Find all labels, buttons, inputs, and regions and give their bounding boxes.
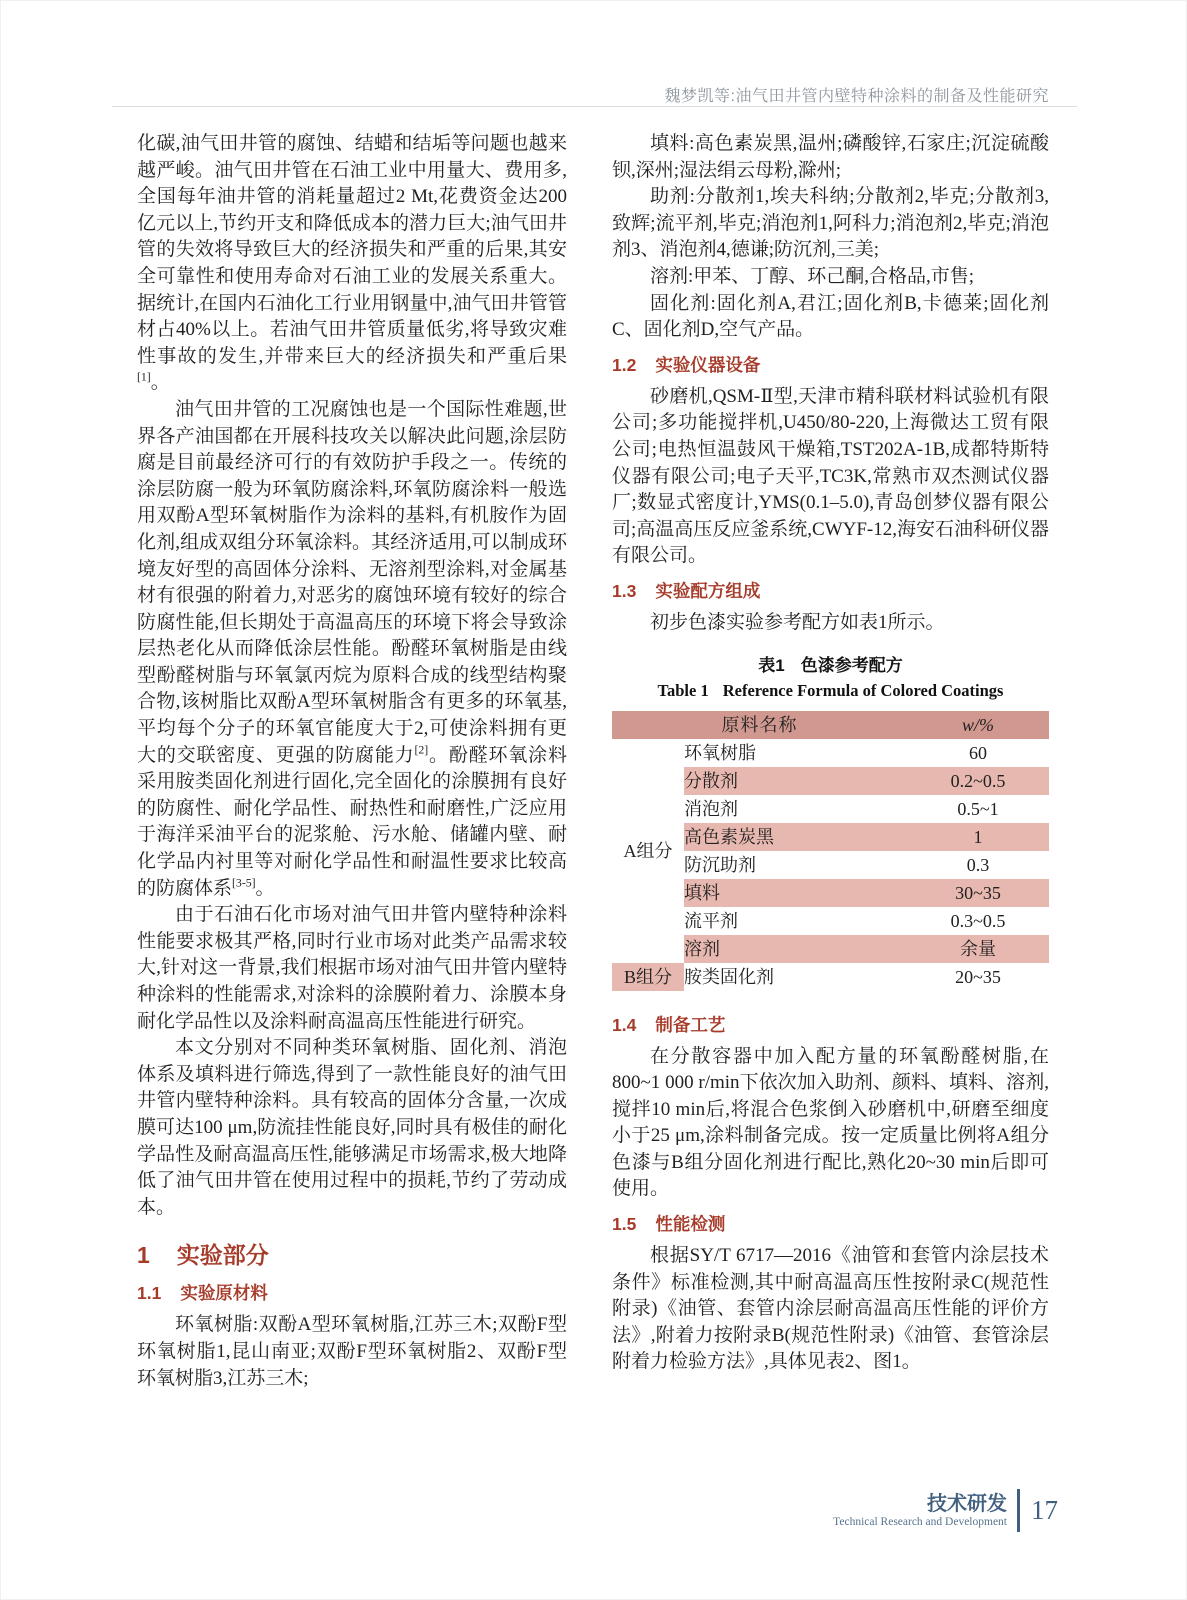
section-number: 1.1	[137, 1283, 162, 1304]
section-heading-1-1	[137, 1281, 567, 1305]
section-number: 1.5	[612, 1214, 637, 1235]
paragraph-intro-2: 油气田井管的工况腐蚀也是一个国际性难题,世界各产油国都在开展科技攻关以解决此问题,涂层防腐是目前最经济可行的有效防护手段之一。传统的涂层防腐一般为环氧防腐涂料,环氧防腐涂料一般选用双酚A型环氧树脂作为涂料的基料,有机胺作为固化剂,组成双组分环氧涂料。其经济适用,可以制成环境友好型的高固体分涂料、无溶剂型涂料,对金属基材有很强的附着力,对恶劣的腐蚀环境有较好的综合防腐性能,但长期处于高温高压的环境下将会导致涂层热老化从而降低涂层性能。酚醛环氧树脂是由线型酚醛树脂与环氧氯丙烷为原料合成的线型结构聚合物,该树脂比双酚A型环氧树脂含有更多的环氧基,平均每个分子的环氧官能度大于2,可使涂料拥有更大的交联密度、更强的防腐能力[2]。酚醛环氧涂料采用胺类固化剂进行固化,完全固化的涂膜拥有良好的防腐性、耐化学品性、耐热性和耐磨性,广泛应用于海洋采油平台的泥浆舱、污水舱、储罐内壁、耐化学品内衬里等对耐化学品性和耐温性要求比较高的防腐体系[3-5]。	[137, 398, 567, 899]
reference-formula-table	[612, 711, 1049, 991]
left-column	[137, 131, 567, 1392]
material-value: 余量	[907, 935, 1049, 963]
table-caption-en	[612, 679, 1049, 702]
table-caption-title: Reference Formula of Colored Coatings	[722, 680, 1004, 700]
paragraph-intro-1: 化碳,油气田井管的腐蚀、结蜡和结垢等问题也越来越严峻。油气田井管在石油工业中用量大、费用多,全国每年油井管的消耗量超过2 Mt,花费资金达200亿元以上,节约开支和降低成本的潜力巨大;油气田井管的失效将导致巨大的经济损失和严重的后果,其安全可靠性和使用寿命对石油工业的发展关系重大。据统计,在国内石油化工行业用钢量中,油气田井管管材占40%以上。若油气田井管质量低劣,将导致灾难性事故的发生,并带来巨大的经济损失和严重后果[1]。	[137, 133, 567, 394]
footer-label-en: Technical Research and Development	[833, 1515, 1007, 1528]
section-title: 实验原材料	[180, 1283, 268, 1304]
section-heading-1-5	[612, 1212, 1049, 1236]
material-name: 胺类固化剂	[684, 966, 774, 987]
section-number: 1	[137, 1242, 150, 1269]
material-value: 0.5~1	[957, 798, 999, 819]
table-caption-label: 表1	[758, 655, 785, 675]
material-name: 溶剂	[684, 935, 907, 963]
table-row	[612, 963, 1049, 991]
material-value: 1	[907, 823, 1049, 851]
table-caption-zh	[612, 654, 1049, 678]
table-row	[612, 739, 1049, 767]
column-header-material: 原料名称	[612, 711, 907, 739]
group-b-label: B组分	[612, 963, 684, 991]
paragraph-process: 在分散容器中加入配方量的环氧酚醛树脂,在800~1 000 r/min下依次加入助剂、颜料、填料、溶剂,搅拌10 min后,将混合色浆倒入砂磨机中,研磨至细度小于25 μm,涂料制备完成。按一定质量比例将A组分色漆与B组分固化剂进行配比,熟化20~30 min后即可使用。	[612, 1045, 1049, 1200]
material-value: 60	[969, 742, 987, 763]
section-title: 性能检测	[655, 1214, 726, 1235]
section-heading-1	[137, 1241, 567, 1269]
material-name: 消泡剂	[684, 798, 738, 819]
paragraph-solvent: 溶剂:甲苯、丁醇、环己酮,合格品,市售;	[650, 265, 975, 287]
header-divider	[112, 106, 1077, 107]
page-footer	[833, 1489, 1058, 1532]
right-column	[612, 131, 1049, 1376]
material-value: 0.2~0.5	[907, 767, 1049, 795]
group-a-label: A组分	[623, 840, 673, 861]
material-value: 0.3	[966, 854, 990, 875]
material-value: 0.3~0.5	[950, 910, 1006, 931]
material-value: 30~35	[907, 879, 1049, 907]
material-name: 分散剂	[684, 767, 907, 795]
table-caption-title: 色漆参考配方	[800, 655, 903, 675]
section-number: 1.4	[612, 1014, 637, 1035]
running-header: 魏梦凯等:油气田井管内壁特种涂料的制备及性能研究	[664, 88, 1049, 105]
page-number: 17	[1031, 1495, 1058, 1525]
paragraph-additive: 助剂:分散剂1,埃夫科纳;分散剂2,毕克;分散剂3,致辉;流平剂,毕克;消泡剂1,阿科力;消泡剂2,毕克;消泡剂3、消泡剂4,德谦;防沉剂,三美;	[612, 186, 1049, 261]
section-title: 实验部分	[176, 1242, 269, 1269]
paragraph-formula-intro: 初步色漆实验参考配方如表1所示。	[650, 611, 945, 633]
paragraph-filler: 填料:高色素炭黑,温州;磷酸锌,石家庄;沉淀硫酸钡,深州;湿法绢云母粉,滁州;	[612, 133, 1049, 181]
paragraph-curing-agent: 固化剂:固化剂A,君江;固化剂B,卡德莱;固化剂C、固化剂D,空气产品。	[612, 292, 1049, 341]
paragraph-testing: 根据SY/T 6717—2016《油管和套管内涂层技术条件》标准检测,其中耐高温高压性按附录C(规范性附录)《油管、套管内涂层耐高温高压性能的评价方法》,附着力按附录B(规范性附录)《油管、套管涂层附着力检验方法》,具体见表2、图1。	[612, 1245, 1049, 1373]
material-value: 20~35	[955, 966, 1001, 987]
material-name: 高色素炭黑	[684, 823, 907, 851]
table-header-row	[612, 711, 1049, 739]
footer-section-label	[833, 1493, 1007, 1529]
paragraph-raw-materials: 环氧树脂:双酚A型环氧树脂,江苏三木;双酚F型环氧树脂1,昆山南亚;双酚F型环氧树脂2、双酚F型环氧树脂3,江苏三木;	[137, 1314, 567, 1389]
section-heading-1-2	[612, 353, 1049, 377]
section-heading-1-4	[612, 1013, 1049, 1037]
material-name: 环氧树脂	[684, 742, 756, 763]
paragraph-intro-4: 本文分别对不同种类环氧树脂、固化剂、消泡体系及填料进行筛选,得到了一款性能良好的油气田井管内壁特种涂料。具有较高的固体分含量,一次成膜可达100 μm,防流挂性能良好,同时具有极佳的耐化学品性及耐高温高压性,能够满足市场需求,极大地降低了油气田井管在使用过程中的损耗,节约了劳动成本。	[137, 1037, 567, 1218]
section-number: 1.2	[612, 354, 637, 375]
material-name: 流平剂	[684, 910, 738, 931]
column-header-weight-percent: w/%	[907, 711, 1049, 739]
section-title: 实验仪器设备	[655, 354, 761, 375]
paragraph-intro-3: 由于石油石化市场对油气田井管内壁特种涂料性能要求极其严格,同时行业市场对此类产品需求较大,针对这一背景,我们根据市场对油气田井管内壁特种涂料的性能需求,对涂料的涂膜附着力、涂膜本身耐化学品性以及涂料耐高温高压性能进行研究。	[137, 904, 567, 1032]
material-name: 填料	[684, 879, 907, 907]
footer-label-zh: 技术研发	[927, 1492, 1007, 1515]
section-title: 制备工艺	[655, 1014, 726, 1035]
table-caption-label: Table 1	[657, 680, 709, 700]
section-number: 1.3	[612, 580, 637, 601]
paragraph-equipment: 砂磨机,QSM-Ⅱ型,天津市精科联材料试验机有限公司;多功能搅拌机,U450/80-220,上海微达工贸有限公司;电热恒温鼓风干燥箱,TST202A-1B,成都特斯特仪器有限公司;电子天平,TC3K,常熟市双杰测试仪器厂;数显式密度计,YMS(0.1–5.0),青岛创梦仪器有限公司;高温高压反应釜系统,CWYF-12,海安石油科研仪器有限公司。	[612, 385, 1050, 567]
footer-divider-bar	[1017, 1489, 1020, 1532]
section-heading-1-3	[612, 579, 1049, 603]
material-name: 防沉助剂	[684, 854, 756, 875]
section-title: 实验配方组成	[655, 580, 761, 601]
